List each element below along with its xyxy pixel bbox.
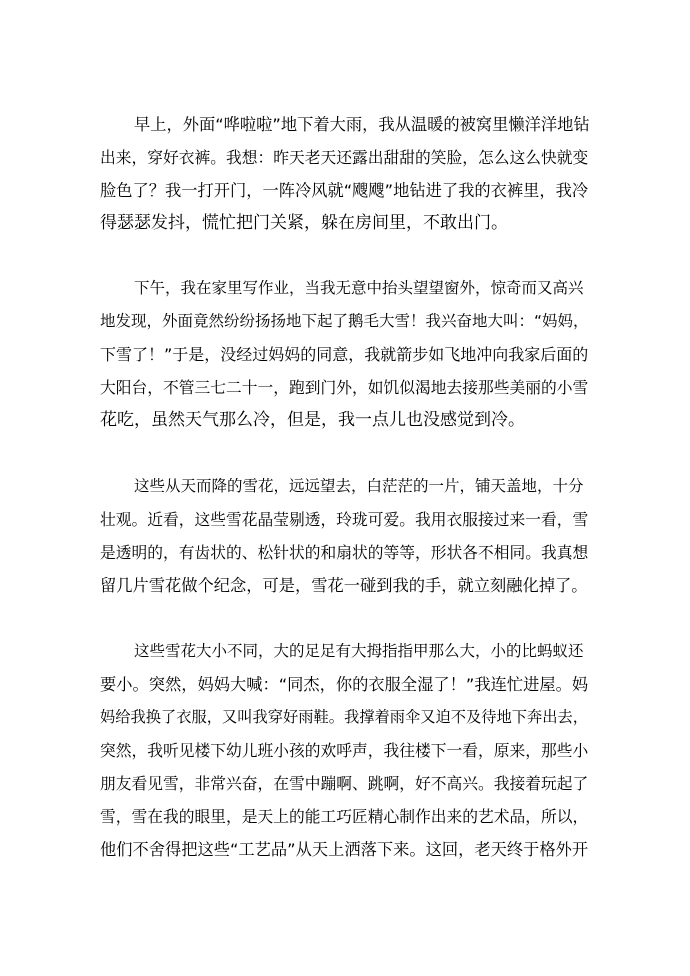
text-line: 要小。突然，妈妈大喊：“同杰，你的衣服全湿了！”我连忙进屋。妈	[100, 675, 589, 694]
text-line: 大阳台，不管三七二十一，跑到门外，如饥似渴地去接那些美丽的小雪	[100, 378, 589, 397]
text-line: 壮观。近看，这些雪花晶莹剔透，玲珑可爱。我用衣服接过来一看，雪	[100, 510, 589, 529]
text-line: 是透明的，有齿状的、松针状的和扇状的等等，形状各不相同。我真想	[100, 543, 589, 562]
text-line: 朋友看见雪，非常兴奋，在雪中蹦啊、跳啊，好不高兴。我接着玩起了	[100, 774, 589, 793]
text-line: 下午，我在家里写作业，当我无意中抬头望望窗外，惊奇而又高兴	[134, 279, 584, 297]
text-line: 突然，我听见楼下幼儿班小孩的欢呼声，我往楼下一看，原来，那些小	[100, 741, 589, 760]
text-line: 他们不舍得把这些“工艺品”从天上洒落下来。这回，老天终于格外开	[100, 840, 589, 859]
text-line: 得瑟瑟发抖，慌忙把门关紧，躲在房间里，不敢出门。	[100, 213, 508, 233]
text-line: 雪，雪在我的眼里，是天上的能工巧匠精心制作出来的艺术品，所以，	[100, 807, 589, 826]
text-line: 花吃，虽然天气那么冷，但是，我一点儿也没感觉到冷。	[100, 410, 525, 430]
text-line: 早上，外面“哗啦啦”地下着大雨，我从温暖的被窝里懒洋洋地钻	[134, 115, 590, 134]
text-line: 留几片雪花做个纪念，可是，雪花一碰到我的手，就立刻融化掉了。	[100, 576, 588, 595]
text-line: 这些从天而降的雪花，远远望去，白茫茫的一片，铺天盖地，十分	[134, 477, 584, 495]
text-line: 下雪了！”于是，没经过妈妈的同意，我就箭步如飞地冲向我家后面的	[100, 345, 589, 364]
text-line: 妈给我换了衣服，又叫我穿好雨鞋。我撑着雨伞又迫不及待地下奔出去，	[100, 708, 588, 726]
text-line: 出来，穿好衣裤。我想：昨天老天还露出甜甜的笑脸，怎么这么快就变	[100, 148, 589, 167]
text-line: 地发现，外面竟然纷纷扬扬地下起了鹅毛大雪！我兴奋地大叫：“妈妈，	[100, 312, 589, 330]
text-line: 脸色了？我一打开门，一阵冷风就“飕飕”地钻进了我的衣裤里，我冷	[100, 181, 589, 200]
text-line: 这些雪花大小不同，大的足足有大拇指指甲那么大，小的比蚂蚁还	[134, 642, 584, 660]
